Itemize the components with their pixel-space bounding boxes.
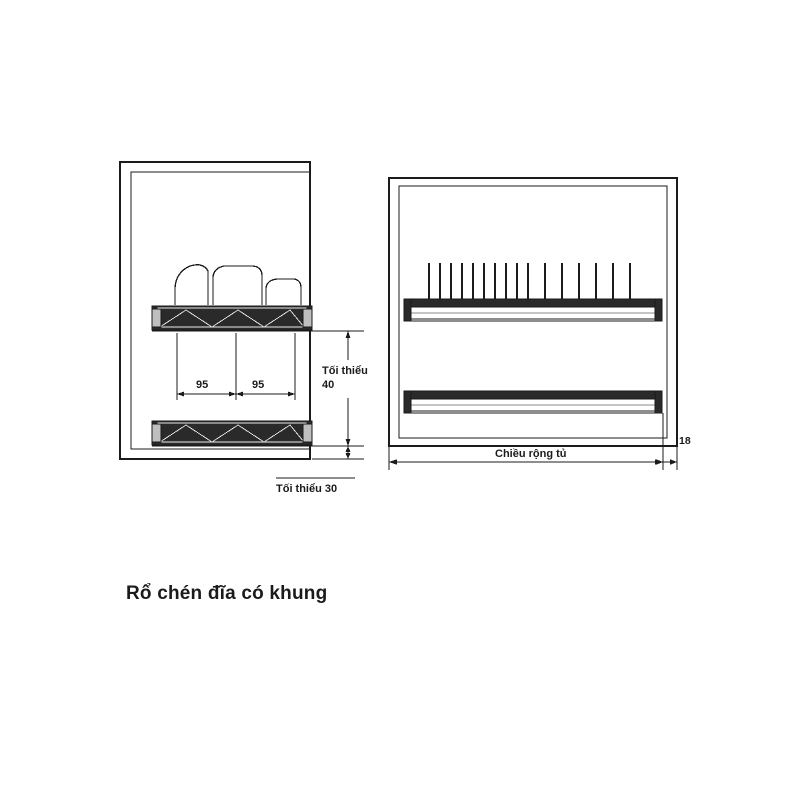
dimension-label-min-40-line1: Tối thiểu	[322, 365, 368, 377]
dimension-label-cabinet-width: Chiều rộng tủ	[495, 448, 567, 460]
dimension-label-95-left: 95	[196, 379, 209, 391]
drawing-caption: Rổ chén đĩa có khung	[126, 583, 328, 604]
dimension-label-min-30: Tối thiểu 30	[276, 483, 338, 495]
dimension-label-min-40-line2: 40	[322, 379, 335, 391]
dimension-label-18: 18	[679, 435, 691, 447]
dimension-label-95-right: 95	[252, 379, 265, 391]
side-view-dimension-min30	[276, 446, 364, 478]
front-view-upper-rack	[404, 263, 662, 321]
side-view-lower-basket	[152, 421, 312, 446]
front-view-lower-rack	[404, 391, 662, 413]
front-view-dimension-width	[389, 413, 677, 470]
dimension-label-min-40	[322, 364, 368, 392]
side-view-upper-basket	[152, 265, 312, 331]
side-view-dimension-95	[177, 333, 295, 400]
